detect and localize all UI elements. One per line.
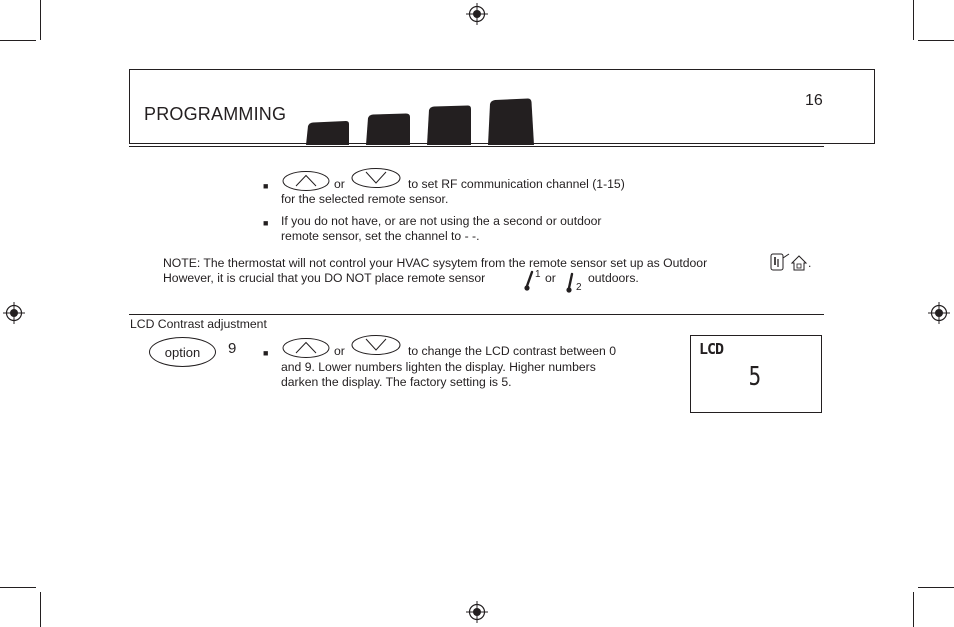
crop-mark	[0, 587, 36, 588]
down-arrow-button-icon	[351, 334, 401, 356]
note-line2-start: However, it is crucial that you DO NOT place remote sensor	[163, 271, 486, 285]
no-sensor-text-line2: remote sensor, set the channel to - -.	[281, 229, 480, 243]
lcd-contrast-heading: LCD Contrast adjustment	[130, 317, 267, 331]
lcd-contrast-text-line1: to change the LCD contrast between 0	[408, 344, 616, 358]
registration-mark-icon	[3, 302, 25, 324]
rf-channel-text-line2: for the selected remote sensor.	[281, 192, 449, 206]
registration-mark-icon	[466, 601, 488, 623]
header-underline	[129, 146, 824, 147]
lcd-contrast-text-line2: and 9. Lower numbers lighten the display. Higher numbers	[281, 360, 596, 374]
bullet: ■	[263, 218, 269, 228]
note-line2-end: outdoors.	[588, 271, 639, 285]
sensor-2-subscript: 2	[576, 282, 582, 293]
crop-mark	[0, 40, 36, 41]
crop-mark	[913, 592, 914, 627]
sensor-1-subscript: 1	[535, 269, 541, 280]
lcd-display-label: LCD	[699, 340, 724, 358]
lcd-contrast-text-line3: darken the display. The factory setting is 5.	[281, 375, 512, 389]
bullet: ■	[263, 348, 269, 358]
crop-mark	[40, 592, 41, 627]
registration-mark-icon	[466, 3, 488, 25]
outdoor-sensor-icon	[769, 251, 791, 273]
option-button: option	[149, 337, 216, 367]
note-line1: NOTE: The thermostat will not control your HVAC sysytem from the remote sensor set up as Outdoor	[163, 256, 708, 270]
section-title: PROGRAMMING	[144, 104, 287, 124]
up-arrow-button-icon	[282, 337, 330, 359]
no-sensor-text-line1: If you do not have, or are not using the a second or outdoor	[281, 214, 602, 228]
crop-mark	[913, 0, 914, 40]
or-text: or	[545, 271, 556, 285]
section-divider	[129, 314, 824, 315]
section-tabs-icon	[300, 96, 540, 146]
or-text: or	[334, 344, 345, 358]
note-line1-end: .	[808, 256, 812, 270]
step-number: 9	[228, 340, 237, 357]
crop-mark	[40, 0, 41, 40]
page-number: 16	[805, 92, 823, 109]
rf-channel-text-line1: to set RF communication channel (1-15)	[408, 177, 625, 191]
or-text: or	[334, 177, 345, 191]
lcd-display-value: 5	[748, 362, 762, 392]
bullet: ■	[263, 181, 269, 191]
registration-mark-icon	[928, 302, 950, 324]
down-arrow-button-icon	[351, 167, 401, 189]
crop-mark	[918, 587, 954, 588]
crop-mark	[918, 40, 954, 41]
house-icon	[790, 254, 808, 272]
up-arrow-button-icon	[282, 170, 330, 192]
lcd-display-preview	[690, 335, 822, 413]
